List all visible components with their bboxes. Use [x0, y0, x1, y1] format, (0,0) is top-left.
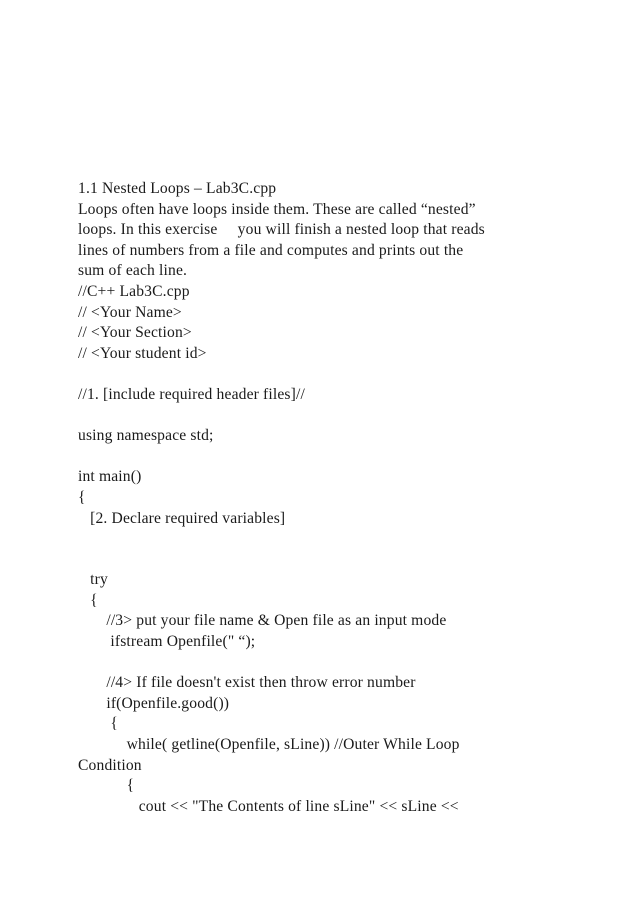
text-line: {	[78, 488, 86, 506]
text-line: {	[78, 777, 135, 795]
text-line: 1.1 Nested Loops – Lab3C.cpp	[78, 180, 277, 197]
text-line: sum of each line.	[78, 262, 188, 280]
text-line: //3> put your file name & Open file as an input mode	[78, 612, 447, 630]
text-line	[78, 529, 618, 550]
text-line	[78, 550, 618, 571]
text-line: lines of numbers from a file and computes and prints out the	[78, 241, 464, 259]
text-line: if(Openfile.good())	[78, 694, 230, 712]
text-line	[78, 447, 618, 468]
text-line: loops. In this exercise you will finish a nested loop that reads	[78, 221, 485, 239]
text-line: // <Your Name>	[78, 303, 182, 321]
text-line: //C++ Lab3C.cpp	[78, 282, 190, 300]
text-line: ifstream Openfile(" “);	[78, 633, 256, 651]
text-line: try	[78, 571, 108, 589]
text-line: [2. Declare required variables]	[78, 509, 286, 527]
text-line	[78, 406, 618, 427]
text-line: cout << "The Contents of line sLine" << sLine <<	[78, 797, 459, 815]
text-line: // <Your student id>	[78, 344, 207, 362]
text-line	[78, 653, 618, 674]
text-line: {	[78, 591, 98, 609]
text-line	[78, 364, 618, 385]
text-line: while( getline(Openfile, sLine)) //Outer While Loop	[78, 736, 460, 754]
text-line: Condition	[78, 756, 142, 774]
document-text	[78, 179, 618, 817]
text-line: using namespace std;	[78, 427, 214, 445]
text-line: //1. [include required header files]//	[78, 385, 305, 403]
text-line: {	[78, 715, 119, 733]
text-line: // <Your Section>	[78, 324, 192, 342]
text-line: //4> If file doesn't exist then throw error number	[78, 674, 416, 692]
text-line: Loops often have loops inside them. These are called “nested”	[78, 200, 476, 218]
text-line: int main()	[78, 468, 142, 486]
